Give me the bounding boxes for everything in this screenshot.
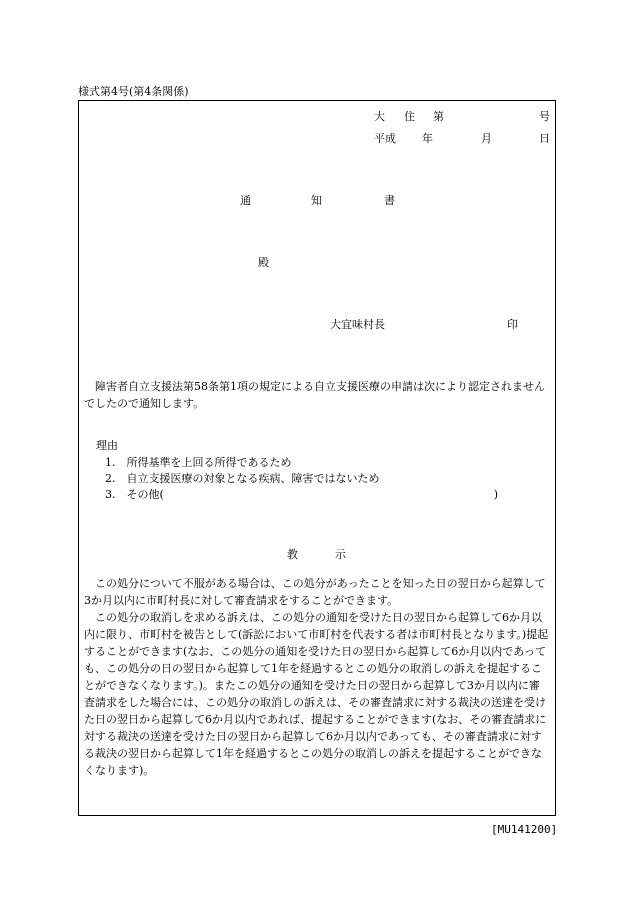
doc-number-prefix: 住 (404, 110, 415, 123)
doc-number-go: 号 (539, 110, 550, 123)
title-char-3: 書 (384, 194, 395, 207)
instruction-paragraph-2: この処分の取消しを求める訴えは、この処分の通知を受けた日の翌日から起算して6か月以内に限り、市町村を被告として(訴訟において市町村を代表する者は市町村長となります。)提起することができます(なお、この処分の通知を受けた日の翌日から起算して6か月以内であっても、この処分の日の翌日から起算して1年を経過するとこの処分の取消しの訴えを提起することができなくなります。)。またこの処分の通知を受けた日の翌日から起算して3か月以内に審査請求をした場合には、この処分の取消しの訴えは、その審査請求に対する裁決の送達を受けた日の翌日から起算して6か月以内であれば、提起することができます(なお、その審査請求に対する裁決の送達を受けた日の翌日から起算して6か月以内であっても、その審査請求に対する裁決の翌日から起算して1年を経過するとこの処分の取消しの訴えを提起することができなくなります)。 (84, 611, 549, 777)
doc-number-office: 大 (374, 110, 385, 123)
title-char-1: 通 (240, 194, 251, 207)
instruction-heading-char-2: 示 (335, 548, 346, 561)
date-year: 年 (422, 132, 433, 145)
doc-number (0, 109, 630, 125)
form-code: [MU141200] (491, 823, 558, 836)
title-char-2: 知 (311, 194, 322, 207)
date-day: 日 (539, 132, 550, 145)
doc-number-dai: 第 (433, 110, 444, 123)
doc-date (0, 131, 630, 147)
issuer-name: 大宜味村長 (330, 318, 385, 331)
date-month: 月 (481, 132, 492, 145)
document-title (0, 193, 630, 209)
instruction-paragraph-1: この処分について不服がある場合は、この処分があったことを知った日の翌日から起算して3か月以内に市町村長に対して審査請求をすることができます。 (84, 577, 546, 607)
reason-item: 1. 所得基準を上回る所得であるため (105, 456, 292, 469)
reasons-heading: 理由 (96, 439, 118, 452)
seal-mark: 印 (507, 318, 518, 331)
form-label: 様式第4号(第4条関係) (78, 85, 189, 98)
body-text: 障害者自立支援法第58条第1項の規定による自立支援医療の申請は次により認定されませんでしたので通知します。 (84, 380, 545, 410)
date-era: 平成 (374, 132, 396, 145)
reason-item: 3. その他( ) (105, 488, 499, 501)
instruction-heading (0, 547, 630, 563)
instruction-heading-char-1: 教 (287, 548, 298, 561)
reason-item: 2. 自立支援医療の対象となる疾病、障害ではないため (105, 472, 380, 485)
addressee-suffix: 殿 (258, 256, 269, 269)
